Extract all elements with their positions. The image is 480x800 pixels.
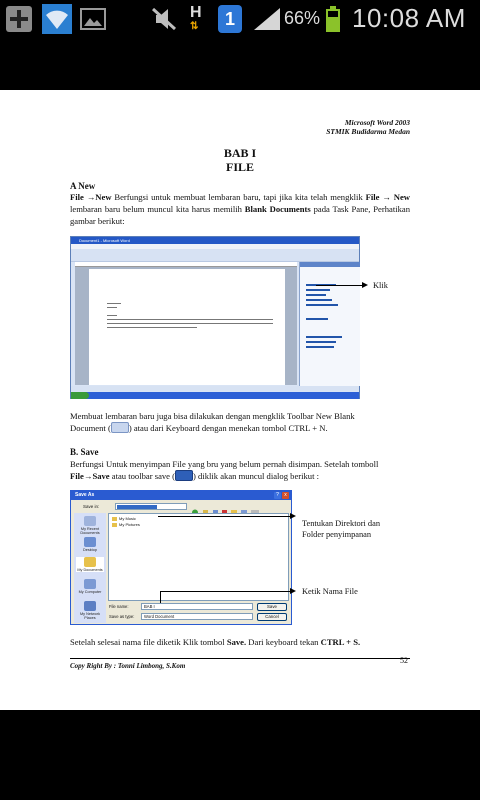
filename-arrow-icon	[290, 588, 296, 594]
task-pane-link	[306, 294, 326, 296]
filename-callout-label: Ketik Nama File	[302, 587, 358, 596]
section-a-heading: A New	[70, 181, 96, 191]
new-document-icon	[111, 422, 129, 433]
task-pane-link	[306, 341, 336, 343]
place-label: My Recent Documents	[80, 527, 100, 535]
save-in-label: Save in:	[83, 504, 100, 509]
place-label: My Network Places	[79, 612, 101, 620]
place-label: My Documents	[77, 568, 103, 572]
doc-text-line	[107, 327, 197, 328]
footer-copyright: Copy Right By : Tonni Limbong, S.Kom	[70, 662, 186, 670]
save-in-combo	[115, 503, 187, 510]
task-pane-link	[306, 299, 332, 301]
task-pane-link	[306, 289, 330, 291]
klik-callout-line	[316, 285, 364, 286]
place-desktop	[76, 537, 104, 552]
task-pane-link	[306, 318, 328, 320]
cancel-button: Cancel	[257, 613, 287, 621]
save-dialog-titlebar	[71, 491, 291, 500]
hspa-data-icon	[190, 4, 206, 34]
battery-percent: 66%	[284, 8, 321, 28]
close-icon: x	[282, 492, 289, 499]
klik-callout-label: Klik	[373, 281, 388, 290]
file-name: My Pictures	[119, 522, 140, 527]
section-b-text-3: ) diklik akan muncul dialog berikut :	[193, 471, 320, 481]
recent-documents-icon	[84, 516, 96, 526]
directory-callout-line	[158, 516, 291, 517]
section-b-heading: B. Save	[70, 447, 99, 457]
save-floppy-icon	[175, 470, 193, 481]
directory-callout-label	[302, 518, 380, 540]
signal-strength-icon	[252, 6, 282, 32]
place-recent-documents	[76, 516, 104, 535]
desktop-icon	[84, 537, 96, 547]
footer-rule	[70, 658, 410, 659]
menu-file-text-2: File	[365, 192, 380, 202]
closing-text-2: Dari keyboard tekan	[246, 637, 321, 647]
chapter-number: BAB I	[223, 146, 257, 160]
file-list	[108, 513, 289, 601]
save-as-type-field: Word Document	[141, 613, 253, 620]
network-type-label: H	[190, 4, 202, 21]
place-label: Desktop	[83, 548, 97, 552]
notification-badge: 1	[218, 5, 242, 33]
arrow-icon: →	[382, 192, 391, 202]
folder-icon	[112, 523, 117, 527]
start-button	[71, 392, 89, 399]
word-document-page	[89, 269, 285, 385]
file-list-item	[112, 522, 140, 527]
file-name: My Music	[119, 516, 136, 521]
places-bar	[74, 513, 106, 623]
running-header-title: Microsoft Word 2003	[344, 118, 410, 127]
closing-text-1: Setelah selesai nama file diketik Klik tombol	[70, 637, 227, 647]
directory-callout-line-2: Folder penyimpanan	[302, 530, 372, 539]
chapter-title: FILE	[225, 160, 254, 174]
menu-new-text-2: New	[390, 192, 410, 202]
new-blank-text-2: Document (	[70, 423, 111, 433]
closing-shortcut-text: CTRL + S.	[320, 637, 361, 647]
clock: 10:08 AM	[352, 3, 466, 33]
closing-paragraph	[70, 636, 410, 648]
blank-documents-text: Blank Documents	[244, 204, 311, 214]
doc-text-line	[107, 315, 117, 316]
save-dialog-title: Save As	[75, 492, 95, 498]
status-bar	[0, 0, 480, 38]
place-my-documents	[76, 557, 104, 572]
file-name-field: BAB I	[141, 603, 253, 610]
file-list-item	[112, 516, 136, 521]
save-as-dialog-screenshot	[70, 490, 292, 625]
document-page[interactable]	[0, 90, 480, 710]
network-places-icon	[84, 601, 96, 611]
filename-callout-vertical	[160, 591, 161, 603]
arrow-icon: →	[86, 192, 96, 202]
word-document-area	[75, 267, 297, 385]
section-b-text-1: Berfungsi Untuk menyimpan File yang bru yang belum pernah disimpan. Setelah tomboll	[70, 459, 379, 469]
file-name-label: File name:	[109, 604, 129, 609]
place-my-computer	[76, 579, 104, 594]
word-drawing-toolbar	[71, 386, 359, 391]
section-b-paragraph	[70, 458, 410, 482]
section-a-text-2: lembaran baru belum muncul kita harus memilih	[70, 204, 245, 214]
closing-save-text: Save.	[226, 637, 247, 647]
my-documents-icon	[84, 557, 96, 567]
new-blank-text-1: Membuat lembaran baru juga bisa dilakukan dengan mengklik Toolbar New Blank	[70, 411, 355, 421]
place-my-network-places	[76, 601, 104, 620]
doc-text-line	[107, 303, 121, 304]
place-label: My Computer	[78, 590, 102, 594]
klik-arrow-icon	[362, 282, 368, 288]
arrow-icon: →	[83, 471, 93, 481]
section-b-text-2: atau toolbar save (	[109, 471, 176, 481]
new-blank-paragraph	[70, 410, 410, 434]
save-as-type-label: Save as type:	[109, 614, 135, 619]
my-computer-icon	[84, 579, 96, 589]
windows-taskbar	[71, 392, 359, 399]
word-task-pane	[299, 262, 360, 386]
menu-save-text: Save	[92, 471, 110, 481]
dialog-toolbar	[191, 503, 261, 510]
directory-callout-line-1: Tentukan Direktori dan	[302, 519, 381, 528]
folder-icon	[112, 517, 117, 521]
doc-text-line	[107, 319, 273, 320]
menu-file-text-3: File	[70, 471, 84, 481]
add-notification-icon	[6, 6, 32, 32]
mute-icon	[150, 6, 178, 32]
directory-arrow-icon	[290, 513, 296, 519]
save-in-selection	[117, 505, 157, 509]
word-formatting-toolbar	[71, 255, 359, 262]
gallery-icon	[80, 8, 106, 30]
wifi-icon	[42, 4, 72, 34]
doc-text-line	[107, 307, 117, 308]
word-titlebar	[71, 237, 359, 244]
word-window-title: Document1 - Microsoft Word	[79, 238, 130, 243]
menu-new-text: New	[95, 192, 112, 202]
task-pane-link	[306, 336, 342, 338]
new-blank-text-3: ) atau dari Keyboard dengan menekan tombol CTRL + N.	[128, 423, 328, 433]
data-activity-icon: ⇅	[190, 21, 199, 32]
help-icon: ?	[274, 492, 281, 499]
word-window-screenshot	[70, 236, 360, 399]
running-header-institution: STMIK Budidarma Medan	[326, 127, 410, 136]
menu-file-text: File	[70, 192, 87, 202]
section-a-text-1: Berfungsi untuk membuat lembaran baru, tapi jika kita telah mengklik	[111, 192, 366, 202]
page-number: 52	[400, 656, 408, 665]
doc-text-line	[107, 323, 273, 324]
task-pane-header	[300, 262, 360, 267]
task-pane-link	[306, 304, 338, 306]
save-button: Save	[257, 603, 287, 611]
task-pane-link	[306, 346, 334, 348]
battery-icon	[326, 6, 340, 32]
section-a-text-3: pada Task Pane, Perhatikan gambar berikut:	[70, 204, 411, 226]
filename-callout-line	[160, 591, 291, 592]
section-a-paragraph	[70, 191, 410, 227]
